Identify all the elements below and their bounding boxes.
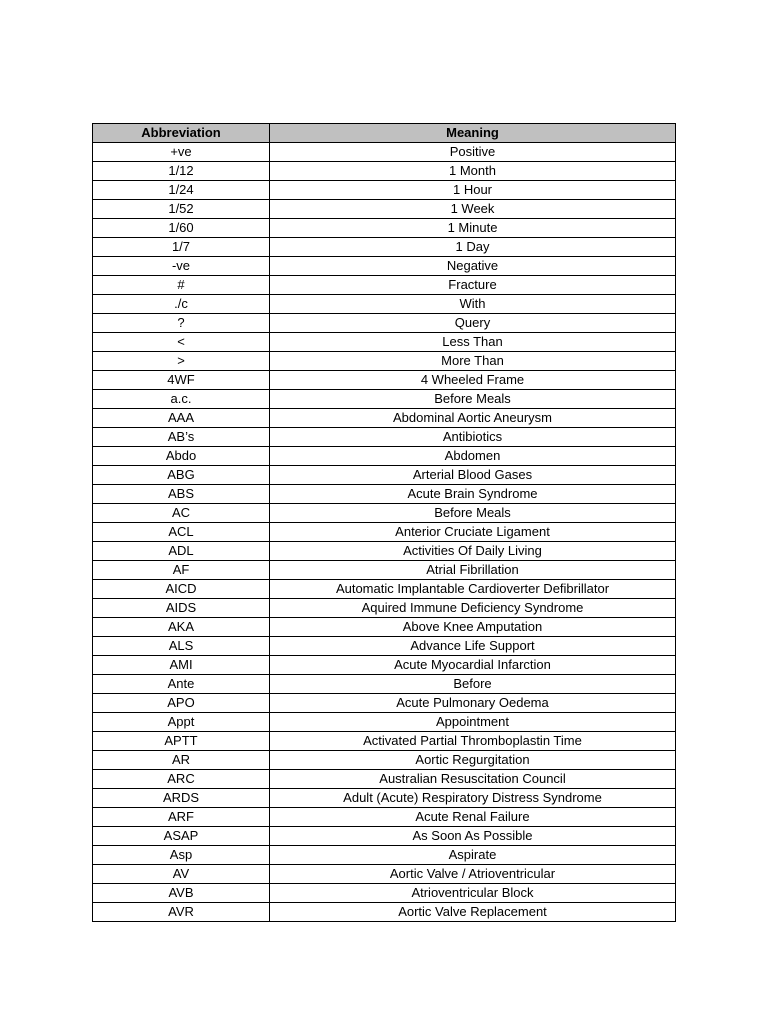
abbreviation-cell: ARF [93,808,270,827]
meaning-cell: 1 Week [270,200,676,219]
meaning-cell: Appointment [270,713,676,732]
abbreviation-cell: Abdo [93,447,270,466]
abbreviation-cell: ASAP [93,827,270,846]
abbreviation-cell: ARDS [93,789,270,808]
abbreviation-cell: ARC [93,770,270,789]
meaning-cell: Arterial Blood Gases [270,466,676,485]
meaning-cell: Abdominal Aortic Aneurysm [270,409,676,428]
meaning-cell: Abdomen [270,447,676,466]
meaning-cell: Positive [270,143,676,162]
meaning-cell: Aortic Valve / Atrioventricular [270,865,676,884]
abbreviation-cell: a.c. [93,390,270,409]
table-row [93,903,676,922]
table-row [93,789,676,808]
abbreviation-cell: AICD [93,580,270,599]
table-row [93,713,676,732]
abbreviation-cell: AVR [93,903,270,922]
abbreviation-cell: ACL [93,523,270,542]
meaning-cell: 4 Wheeled Frame [270,371,676,390]
table-row [93,352,676,371]
meaning-cell: Activated Partial Thromboplastin Time [270,732,676,751]
table-header-row [93,124,676,143]
table-row [93,390,676,409]
meaning-cell: 1 Minute [270,219,676,238]
table-row [93,276,676,295]
table-row [93,656,676,675]
meaning-cell: Antibiotics [270,428,676,447]
table-row [93,238,676,257]
abbreviation-cell: AAA [93,409,270,428]
table-row [93,884,676,903]
table-row [93,485,676,504]
meaning-cell: Acute Myocardial Infarction [270,656,676,675]
table-row [93,827,676,846]
meaning-cell: Fracture [270,276,676,295]
abbreviation-cell: ? [93,314,270,333]
abbreviation-cell: AB’s [93,428,270,447]
abbreviation-cell: # [93,276,270,295]
table-row [93,181,676,200]
table-row [93,447,676,466]
meaning-cell: Acute Renal Failure [270,808,676,827]
table-row [93,751,676,770]
meaning-cell: With [270,295,676,314]
abbreviation-cell: > [93,352,270,371]
meaning-cell: Activities Of Daily Living [270,542,676,561]
table-row [93,694,676,713]
table-row [93,162,676,181]
abbreviation-cell: ALS [93,637,270,656]
meaning-cell: Aortic Valve Replacement [270,903,676,922]
table-row [93,865,676,884]
abbreviation-cell: APO [93,694,270,713]
meaning-cell: Above Knee Amputation [270,618,676,637]
meaning-cell: Query [270,314,676,333]
table-row [93,143,676,162]
meaning-cell: 1 Month [270,162,676,181]
abbreviation-cell: 1/7 [93,238,270,257]
abbreviation-cell: APTT [93,732,270,751]
table-row [93,523,676,542]
abbreviation-cell: AF [93,561,270,580]
table-row [93,542,676,561]
table-row [93,314,676,333]
abbreviation-cell: ABS [93,485,270,504]
meaning-cell: More Than [270,352,676,371]
abbreviation-cell: +ve [93,143,270,162]
meaning-cell: Aspirate [270,846,676,865]
meaning-cell: As Soon As Possible [270,827,676,846]
table-row [93,637,676,656]
meaning-cell: Anterior Cruciate Ligament [270,523,676,542]
meaning-cell: Acute Brain Syndrome [270,485,676,504]
meaning-cell: Automatic Implantable Cardioverter Defibrillator [270,580,676,599]
abbreviation-cell: Appt [93,713,270,732]
table-row [93,561,676,580]
abbreviation-cell: ADL [93,542,270,561]
meaning-cell: Advance Life Support [270,637,676,656]
abbreviation-cell: ./c [93,295,270,314]
table-row [93,675,676,694]
table-row [93,333,676,352]
table-body [93,143,676,922]
abbreviation-table [92,123,676,922]
column-header-abbreviation: Abbreviation [93,124,270,143]
meaning-cell: 1 Hour [270,181,676,200]
meaning-cell: Before Meals [270,504,676,523]
table-row [93,466,676,485]
table-row [93,808,676,827]
table-row [93,257,676,276]
table-row [93,846,676,865]
meaning-cell: Australian Resuscitation Council [270,770,676,789]
abbreviation-cell: AC [93,504,270,523]
table-row [93,770,676,789]
abbreviation-cell: AR [93,751,270,770]
column-header-meaning: Meaning [270,124,676,143]
meaning-cell: Before [270,675,676,694]
abbreviation-cell: AV [93,865,270,884]
abbreviation-cell: AKA [93,618,270,637]
table-row [93,580,676,599]
abbreviation-cell: Asp [93,846,270,865]
meaning-cell: Negative [270,257,676,276]
abbreviation-cell: 1/24 [93,181,270,200]
abbreviation-cell: 1/52 [93,200,270,219]
abbreviation-cell: 1/12 [93,162,270,181]
meaning-cell: Atrial Fibrillation [270,561,676,580]
abbreviation-cell: ABG [93,466,270,485]
table-row [93,200,676,219]
abbreviation-cell: AVB [93,884,270,903]
table-row [93,219,676,238]
table-row [93,409,676,428]
abbreviation-cell: -ve [93,257,270,276]
meaning-cell: 1 Day [270,238,676,257]
meaning-cell: Before Meals [270,390,676,409]
meaning-cell: Acute Pulmonary Oedema [270,694,676,713]
abbreviation-cell: AMI [93,656,270,675]
table-row [93,618,676,637]
meaning-cell: Atrioventricular Block [270,884,676,903]
abbreviation-cell: 4WF [93,371,270,390]
meaning-cell: Aquired Immune Deficiency Syndrome [270,599,676,618]
table-row [93,428,676,447]
table-row [93,504,676,523]
table-row [93,295,676,314]
meaning-cell: Aortic Regurgitation [270,751,676,770]
meaning-cell: Less Than [270,333,676,352]
abbreviation-cell: AIDS [93,599,270,618]
abbreviation-cell: 1/60 [93,219,270,238]
abbreviation-cell: < [93,333,270,352]
abbreviation-cell: Ante [93,675,270,694]
meaning-cell: Adult (Acute) Respiratory Distress Syndrome [270,789,676,808]
table-row [93,732,676,751]
table-row [93,599,676,618]
table-row [93,371,676,390]
